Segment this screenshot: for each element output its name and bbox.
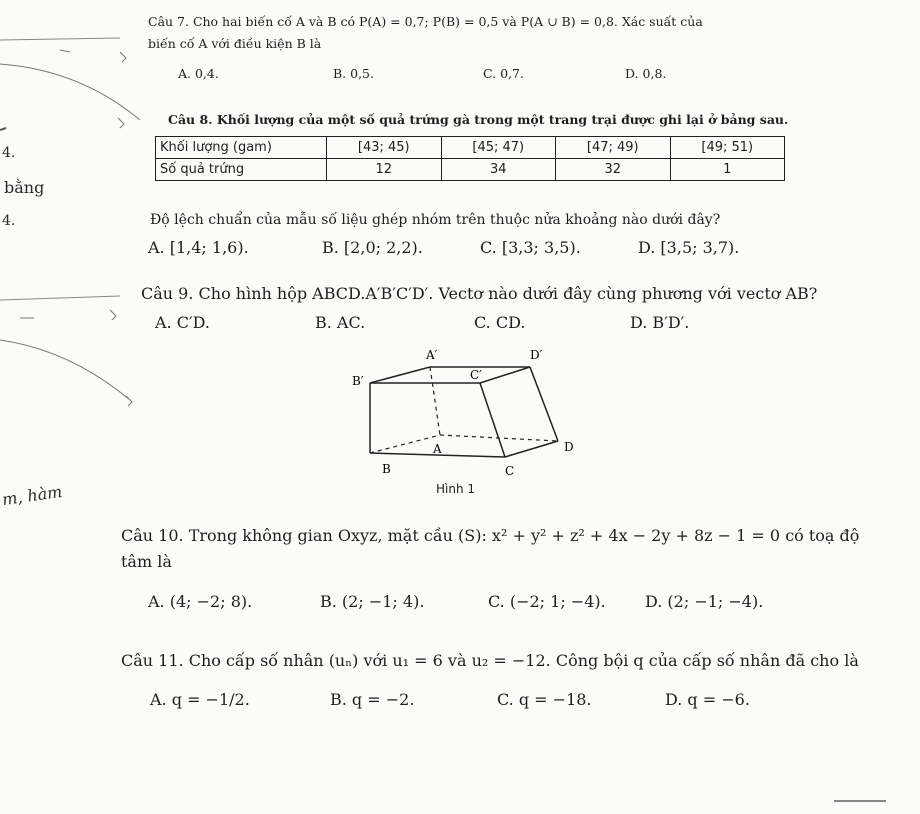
egg-weight-table bbox=[155, 136, 785, 181]
vertex-label-d1: D′ bbox=[530, 348, 543, 362]
margin-sketch bbox=[0, 0, 140, 814]
q11-option-a[interactable]: A. q = −1/2. bbox=[150, 690, 250, 709]
table-cell: [47; 49) bbox=[556, 137, 671, 159]
figure-caption: Hình 1 bbox=[436, 482, 476, 496]
margin-fragment: 4. bbox=[2, 213, 16, 229]
table-cell: [49; 51) bbox=[670, 137, 785, 159]
table-cell: [43; 45) bbox=[327, 137, 442, 159]
q9-option-a[interactable]: A. C′D. bbox=[155, 313, 210, 332]
q10-option-b[interactable]: B. (2; −1; 4). bbox=[320, 592, 425, 611]
table-row bbox=[156, 159, 785, 181]
table-cell: 34 bbox=[441, 159, 556, 181]
vertex-label-c: C bbox=[505, 464, 515, 478]
q9-option-c[interactable]: C. CD. bbox=[474, 313, 526, 332]
vertex-label-b1: B′ bbox=[352, 374, 364, 388]
q9-option-d[interactable]: D. B′D′. bbox=[630, 313, 690, 332]
table-cell: 12 bbox=[327, 159, 442, 181]
q8-option-c[interactable]: C. [3,3; 3,5). bbox=[480, 238, 581, 257]
q7-stem-line2: biến cố A với điều kiện B là bbox=[148, 36, 322, 51]
q7-option-c[interactable]: C. 0,7. bbox=[483, 66, 524, 81]
q11-option-d[interactable]: D. q = −6. bbox=[665, 690, 750, 709]
q9-option-b[interactable]: B. AC. bbox=[315, 313, 366, 332]
q10-option-a[interactable]: A. (4; −2; 8). bbox=[148, 592, 253, 611]
q8-option-d[interactable]: D. [3,5; 3,7). bbox=[638, 238, 740, 257]
margin-fragment: m, hàm bbox=[0, 481, 64, 510]
q7-stem-line1: Câu 7. Cho hai biến cố A và B có P(A) = 0,7; P(B) = 0,5 và P(A ∪ B) = 0,8. Xác suất của bbox=[148, 14, 703, 29]
q10-stem-line2: tâm là bbox=[121, 552, 172, 571]
parallelepiped-figure bbox=[330, 345, 590, 495]
vertex-label-c1: C′ bbox=[470, 368, 482, 382]
table-cell: [45; 47) bbox=[441, 137, 556, 159]
q7-option-d[interactable]: D. 0,8. bbox=[625, 66, 667, 81]
vertex-label-a: A bbox=[433, 442, 442, 456]
q10-stem-line1: Câu 10. Trong không gian Oxyz, mặt cầu (S): x² + y² + z² + 4x − 2y + 8z − 1 = 0 có toạ độ bbox=[121, 526, 860, 545]
q11-stem: Câu 11. Cho cấp số nhân (uₙ) với u₁ = 6 và u₂ = −12. Công bội q của cấp số nhân đã cho là bbox=[121, 651, 859, 670]
q9-stem: Câu 9. Cho hình hộp ABCD.A′B′C′D′. Vectơ nào dưới đây cùng phương với vectơ AB? bbox=[141, 284, 818, 303]
q10-option-d[interactable]: D. (2; −1; −4). bbox=[645, 592, 764, 611]
q7-option-a[interactable]: A. 0,4. bbox=[178, 66, 219, 81]
q8-stem: Câu 8. Khối lượng của một số quả trứng gà trong một trang trại được ghi lại ở bảng sau. bbox=[168, 112, 789, 127]
table-header-cell: Số quả trứng bbox=[156, 159, 327, 181]
footer-dash bbox=[830, 796, 890, 806]
vertex-label-d: D bbox=[564, 440, 574, 454]
margin-fragment: bằng bbox=[4, 178, 45, 197]
margin-fragment: 4. bbox=[2, 145, 16, 161]
q11-option-c[interactable]: C. q = −18. bbox=[497, 690, 592, 709]
q11-option-b[interactable]: B. q = −2. bbox=[330, 690, 415, 709]
table-header-cell: Khối lượng (gam) bbox=[156, 137, 327, 159]
q8-option-b[interactable]: B. [2,0; 2,2). bbox=[322, 238, 423, 257]
q8-question: Độ lệch chuẩn của mẫu số liệu ghép nhóm trên thuộc nửa khoảng nào dưới đây? bbox=[150, 212, 721, 228]
table-cell: 32 bbox=[556, 159, 671, 181]
table-cell: 1 bbox=[670, 159, 785, 181]
q10-option-c[interactable]: C. (−2; 1; −4). bbox=[488, 592, 606, 611]
vertex-label-b: B bbox=[382, 462, 391, 476]
vertex-label-a1: A′ bbox=[426, 348, 438, 362]
q8-option-a[interactable]: A. [1,4; 1,6). bbox=[148, 238, 249, 257]
q7-option-b[interactable]: B. 0,5. bbox=[333, 66, 374, 81]
table-row bbox=[156, 137, 785, 159]
